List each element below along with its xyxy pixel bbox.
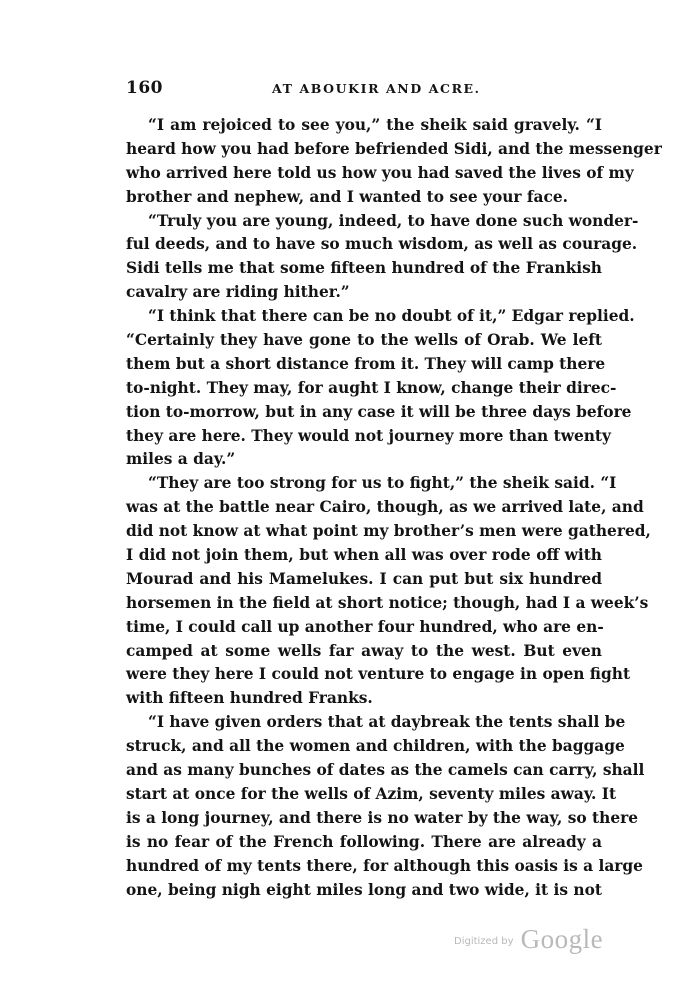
text-line: “I have given orders that at daybreak the tents shall be xyxy=(148,713,626,732)
text-line: camped at some wells far away to the west. But even xyxy=(126,641,602,660)
text-line: were they here I could not venture to engage in open fight xyxy=(126,665,631,684)
text-line: I did not join them, but when all was over rode off with xyxy=(126,546,602,565)
text-line: to-night. They may, for aught I know, change their direc- xyxy=(126,378,617,397)
watermark-prefix: Digitized by xyxy=(454,936,514,947)
text-line: struck, and all the women and children, with the baggage xyxy=(126,737,625,756)
text-line: miles a day.” xyxy=(126,450,236,469)
text-line: and as many bunches of dates as the camels can carry, shall xyxy=(126,761,645,780)
text-line: “They are too strong for us to fight,” the sheik said. “I xyxy=(148,474,617,493)
text-line: who arrived here told us how you had saved the lives of my xyxy=(126,163,634,182)
text-line: “I am rejoiced to see you,” the sheik said gravely. “I xyxy=(148,116,602,134)
text-line: horsemen in the field at short notice; though, had I a week’s xyxy=(126,593,649,612)
digitized-by-google-watermark xyxy=(454,924,603,964)
page-number: 160 xyxy=(126,78,163,98)
running-head xyxy=(126,78,602,102)
text-line: one, being nigh eight miles long and two wide, it is not xyxy=(126,880,602,899)
text-line: heard how you had before befriended Sidi, and the messenger xyxy=(126,139,662,158)
text-line: “Certainly they have gone to the wells of Orab. We left xyxy=(126,331,602,350)
running-title: AT ABOUKIR AND ACRE. xyxy=(272,81,481,96)
text-line: with fifteen hundred Franks. xyxy=(126,689,373,708)
text-line: them but a short distance from it. They will camp there xyxy=(126,354,606,373)
text-line: Mourad and his Mamelukes. I can put but six hundred xyxy=(126,569,602,588)
text-line: did not know at what point my brother’s men were gathered, xyxy=(126,522,651,541)
text-line: Sidi tells me that some fifteen hundred of the Frankish xyxy=(126,259,602,278)
text-line: is a long journey, and there is no water by the way, so there xyxy=(126,808,639,827)
text-line: brother and nephew, and I wanted to see your face. xyxy=(126,187,568,206)
text-line: “I think that there can be no doubt of it,” Edgar replied. xyxy=(148,307,635,326)
text-line: was at the battle near Cairo, though, as we arrived late, and xyxy=(126,498,644,517)
text-line: “Truly you are young, indeed, to have done such wonder- xyxy=(148,211,639,230)
text-line: time, I could call up another four hundred, who are en- xyxy=(126,617,604,636)
text-line: start at once for the wells of Azim, seventy miles away. It xyxy=(126,784,617,803)
google-logo: Google xyxy=(520,924,604,954)
text-line: tion to-morrow, but in any case it will be three days before xyxy=(126,402,632,421)
text-line: they are here. They would not journey more than twenty xyxy=(126,426,611,445)
body-text xyxy=(126,114,662,902)
text-line: hundred of my tents there, for although this oasis is a large xyxy=(126,856,643,875)
text-line: ful deeds, and to have so much wisdom, as well as courage. xyxy=(126,235,638,254)
text-line: cavalry are riding hither.” xyxy=(126,283,350,302)
text-line: is no fear of the French following. There are already a xyxy=(126,832,602,851)
